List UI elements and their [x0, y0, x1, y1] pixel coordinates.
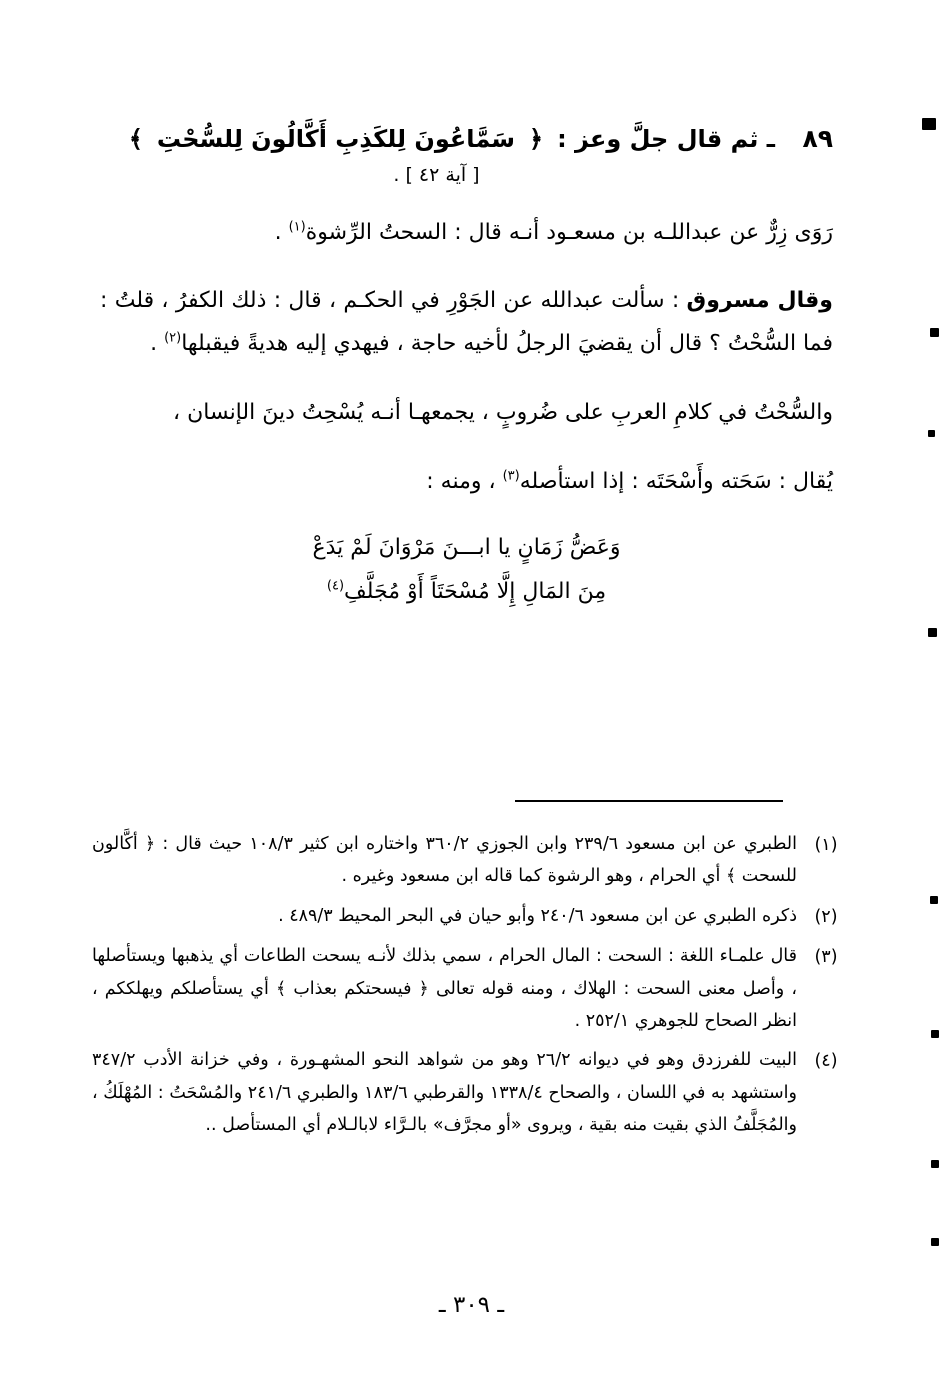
verse-line-2: مِنَ المَالِ إِلَّا مُسْحَتَاً أَوْ مُجَلَّفِ$^{(٤)}$	[326, 578, 607, 604]
footnote-item	[92, 1044, 843, 1141]
ayah-reference: [ آية ٤٢ ] .	[393, 163, 480, 186]
section-heading	[100, 120, 833, 158]
footnote-number: (١)	[814, 835, 838, 855]
scan-artifact	[922, 118, 936, 130]
verse-line-1: وَعَضُّ زَمَانٍ يا ابـــنَ مَرْوَانَ لَمْ يَدَعْ	[312, 534, 621, 560]
scan-artifact	[928, 430, 935, 437]
footnote-number: (٣)	[814, 947, 838, 968]
footnote-number: (٤)	[814, 1051, 838, 1072]
scan-artifact	[930, 328, 939, 337]
page-number: ـ ٣٠٩ ـ	[438, 1292, 505, 1318]
paragraph-text: والسُّحْتُ في كلامِ العربِ على ضُروبٍ ، يجمعهـا أنـه يُسْحِتُ دينَ الإنسان ،	[172, 400, 833, 426]
quran-open-bracket: ﴿	[529, 125, 544, 153]
scan-artifact	[931, 1030, 939, 1038]
paragraph-lead: وقال مسروق	[686, 288, 833, 314]
scan-artifact	[931, 1238, 939, 1246]
footnote-text: ذكره الطبري عن ابن مسعود ٢٤٠/٦ وأبو حيان في البحر المحيط ٤٨٩/٣ .	[278, 905, 797, 926]
scan-artifact	[931, 1160, 939, 1168]
paragraph-narration	[100, 212, 833, 255]
page-body	[100, 120, 833, 614]
footnote-item	[92, 828, 843, 893]
heading-prefix: ـ ثم قال جلَّ وعز :	[557, 125, 775, 153]
footnote-item	[92, 940, 843, 1037]
footnote-text: البيت للفرزدق وهو في ديوانه ٢٦/٢ وهو من شواهد النحو المشهـورة ، وفي خزانة الأدب ٣٤٧/٢ واستشهد به في اللسان ، والصحاح ١٣٣٨/٤ والقرطبي ١٨٣/٦ والطبري ٢٤١/٦ والمُسْحَتُ : المُهْلَكُ ، والمُجَلَّفُ الذي بقيت منه بقية ، ويروى «أو مجرَّف» بالـرَّاء لابالـلام أي المستأصل ..	[92, 1050, 797, 1135]
footnote-text: الطبري عن ابن مسعود ٢٣٩/٦ وابن الجوزي ٣٦٠/٢ واختاره ابن كثير ١٠٨/٣ حيث قال : ﴿ أكَّالون للسحت ﴾ أي الحرام ، وهو الرشوة كما قاله ابن مسعود وغيره .	[92, 834, 798, 887]
scan-artifact	[928, 628, 937, 637]
paragraph-text: يُقال : سَحَته وأَسْحَتَه : إذا استأصله$^{(٣)}$ ، ومنه :	[426, 468, 833, 495]
paragraph-text: رَوَى زِرٌّ عن عبداللـه بن مسعـود أنـه قال : السحتُ الرِّشوة$^{(١)}$ .	[274, 219, 833, 245]
footnote-number: (٢)	[814, 906, 838, 927]
footnote-item	[92, 900, 843, 933]
quran-close-bracket: ﴾	[128, 125, 143, 153]
paragraph-linguistic	[100, 392, 833, 435]
footnotes-list	[92, 828, 843, 1148]
footnote-text: قال علمـاء اللغة : السحت : المال الحرام ، سمي بذلك لأنـه يسحت الطاعات أي يذهبها ويستأصلها ، وأصل معنى السحت : الهلاك ، ومنه قوله تعالى ﴿ فيسحتكم بعذاب ﴾ أي يستأصلكم ويهلككم ، انظر الصحاح للجوهري ٢٥٢/١ .	[92, 946, 797, 1031]
quran-verse-text: سَمَّاعُونَ لِلكَذِبِ أَكَّالُونَ لِلسُّحْتِ	[156, 125, 516, 153]
scan-artifact	[930, 896, 938, 904]
poetry-verse	[100, 526, 833, 614]
footnote-separator	[515, 800, 783, 802]
paragraph-text: : سألت عبدالله عن الجَوْرِ في الحكـم ، قال : ذلك الكفرُ ، قلتُ : فما السُّحْتُ ؟ قال أن يقضيَ الرجلُ لأخيه حاجة ، فيهدي إليه هديةً فيقبلها$^{(٢)}$ .	[100, 288, 833, 357]
section-number: ٨٩	[802, 124, 833, 153]
paragraph-yuqal	[100, 461, 833, 504]
paragraph-masruq	[100, 280, 833, 366]
